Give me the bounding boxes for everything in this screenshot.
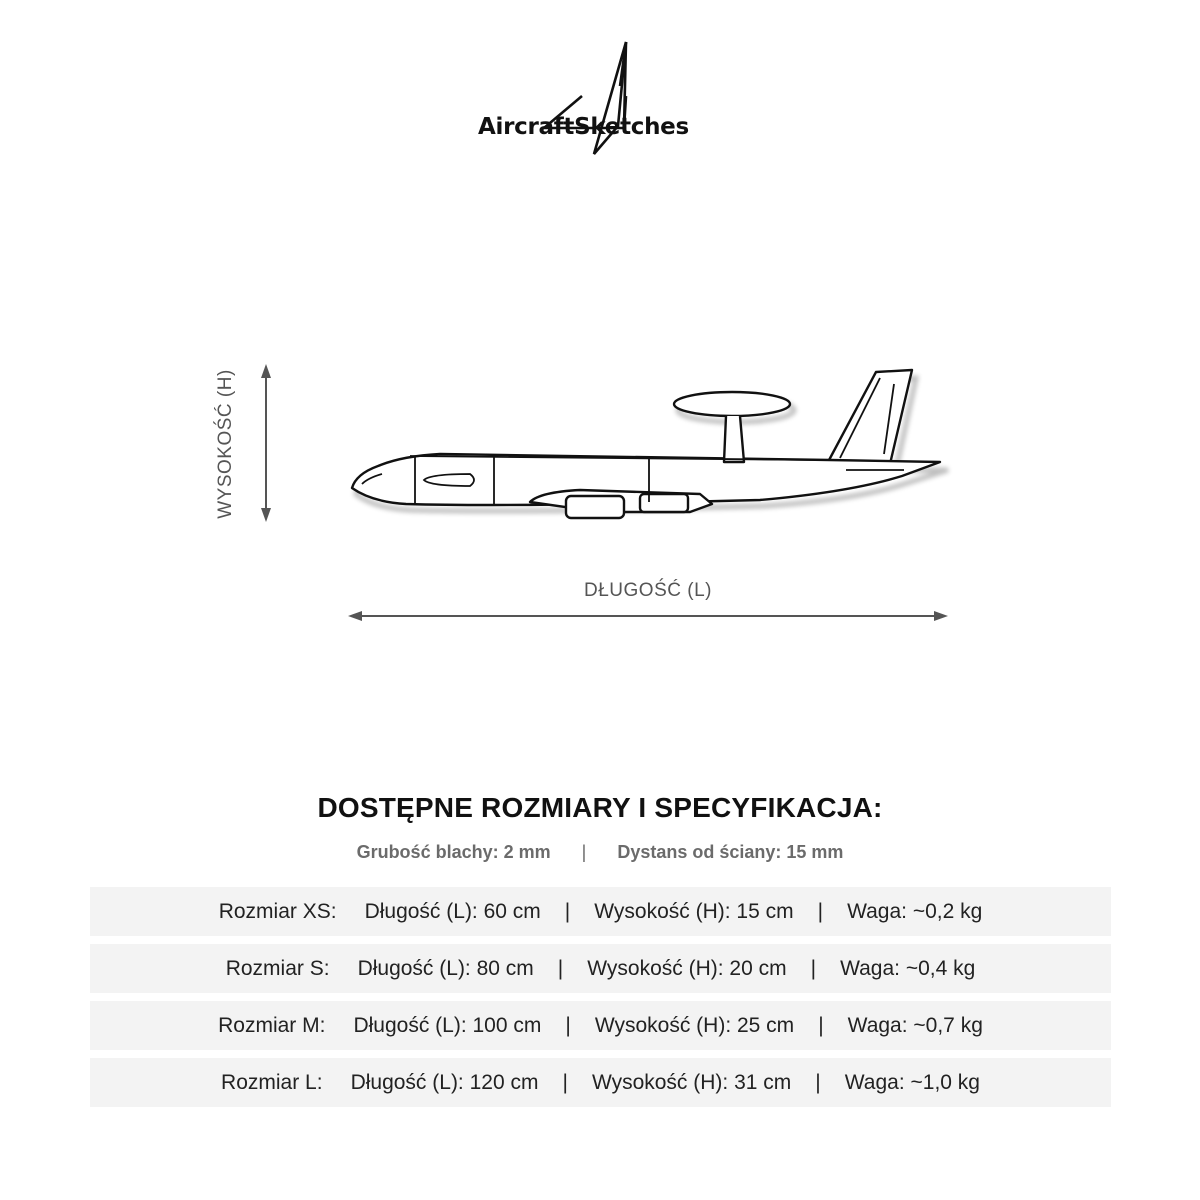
size-weight: Waga: ~0,2 kg: [847, 899, 983, 923]
size-height: Wysokość (H): 15 cm: [594, 899, 794, 923]
size-length: Długość (L): 60 cm: [364, 899, 541, 923]
size-name: Rozmiar M:: [218, 1013, 326, 1037]
size-length: Długość (L): 80 cm: [357, 956, 534, 980]
size-height: Wysokość (H): 31 cm: [591, 1070, 792, 1094]
size-length: Długość (L): 120 cm: [350, 1070, 539, 1094]
separator: |: [562, 1070, 568, 1094]
awacs-aircraft-silhouette-icon: [352, 370, 948, 518]
size-row-m: [90, 1001, 1111, 1050]
height-axis-label: WYSOKOŚĆ (H): [215, 369, 236, 519]
size-height: Wysokość (H): 20 cm: [587, 956, 787, 980]
size-row-l: [90, 1058, 1111, 1107]
size-name: Rozmiar L:: [221, 1070, 323, 1094]
separator: |: [818, 1013, 824, 1037]
size-name: Rozmiar S:: [225, 956, 330, 980]
separator: |: [565, 1013, 571, 1037]
height-dimension-arrow: [261, 364, 271, 522]
separator: |: [817, 899, 824, 923]
separator: |: [581, 842, 587, 862]
size-table: [90, 887, 1111, 1115]
length-dimension-arrow: [348, 611, 948, 621]
sheet-thickness: Grubość blachy: 2 mm: [356, 842, 551, 862]
size-height: Wysokość (H): 25 cm: [594, 1013, 795, 1037]
size-row-s: [90, 944, 1111, 993]
size-weight: Waga: ~1,0 kg: [844, 1070, 980, 1094]
paper-plane-icon: [470, 36, 730, 160]
logo-text: AircraftSketches: [478, 114, 689, 140]
size-name: Rozmiar XS:: [218, 899, 337, 923]
size-weight: Waga: ~0,7 kg: [847, 1013, 983, 1037]
size-weight: Waga: ~0,4 kg: [840, 956, 976, 980]
specs-title: DOSTĘPNE ROZMIARY I SPECYFIKACJA:: [317, 792, 883, 823]
separator: |: [564, 899, 571, 923]
wall-distance: Dystans od ściany: 15 mm: [617, 842, 844, 862]
brand-logo[interactable]: [470, 36, 730, 160]
specs-subtitle: [0, 842, 1200, 863]
separator: |: [815, 1070, 821, 1094]
length-axis-label: DŁUGOŚĆ (L): [584, 580, 712, 601]
separator: |: [557, 956, 564, 980]
separator: |: [810, 956, 817, 980]
size-row-xs: [90, 887, 1111, 936]
size-length: Długość (L): 100 cm: [353, 1013, 542, 1037]
